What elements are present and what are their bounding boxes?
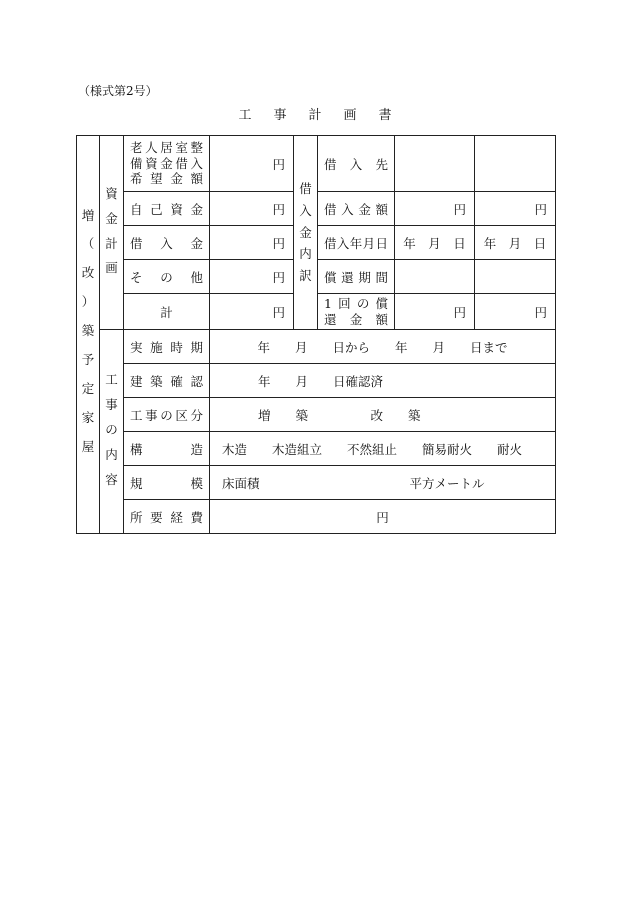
lender-label: 借入先 <box>318 136 395 192</box>
loan-amount-label: 借入金額 <box>318 192 395 226</box>
required-cost-label: 所要経費 <box>124 500 210 534</box>
repayment-period-label: 償還期間 <box>318 260 395 294</box>
scale-label: 規模 <box>124 466 210 500</box>
loan-date-value-1[interactable]: 年 月 日 <box>395 226 475 260</box>
lender-value-2[interactable] <box>475 136 556 192</box>
desired-loan-label: 老人居室整 備資金借入 希望金額 <box>124 136 210 192</box>
implementation-period-label: 実施時期 <box>124 330 210 364</box>
installment-amount-label: 1回の償 還金額 <box>318 294 395 330</box>
loan-date-value-2[interactable]: 年 月 日 <box>475 226 556 260</box>
implementation-period-value[interactable]: 年 月 日から 年 月 日まで <box>210 330 556 364</box>
loan-amount-value-2[interactable]: 円 <box>475 192 556 226</box>
own-funds-value[interactable]: 円 <box>210 192 294 226</box>
required-cost-value[interactable]: 円 <box>210 500 556 534</box>
lender-value-1[interactable] <box>395 136 475 192</box>
borrowed-funds-label: 借入金 <box>124 226 210 260</box>
structure-value[interactable]: 木造 木造組立 不然組止 簡易耐火 耐火 <box>210 432 556 466</box>
loan-amount-value-1[interactable]: 円 <box>395 192 475 226</box>
building-confirmation-value[interactable]: 年 月 日確認済 <box>210 364 556 398</box>
building-confirmation-label: 建築確認 <box>124 364 210 398</box>
borrowed-funds-value[interactable]: 円 <box>210 226 294 260</box>
work-category-label: 工事の区分 <box>124 398 210 432</box>
installment-amount-value-1[interactable]: 円 <box>395 294 475 330</box>
repayment-period-value-2[interactable] <box>475 260 556 294</box>
other-funds-value[interactable]: 円 <box>210 260 294 294</box>
own-funds-label: 自己資金 <box>124 192 210 226</box>
structure-label: 構造 <box>124 432 210 466</box>
loan-section-label: 借 入 金 内 訳 <box>294 136 318 330</box>
work-category-value[interactable]: 増 築 改 築 <box>210 398 556 432</box>
repayment-period-value-1[interactable] <box>395 260 475 294</box>
document-title: 工事計画書 <box>238 108 414 123</box>
scale-value[interactable]: 床面積 平方メートル <box>210 466 556 500</box>
installment-amount-value-2[interactable]: 円 <box>475 294 556 330</box>
desired-loan-value[interactable]: 円 <box>210 136 294 192</box>
total-value[interactable]: 円 <box>210 294 294 330</box>
construction-plan-table <box>76 135 556 534</box>
construction-section-label: 工 事 の 内 容 <box>100 330 124 534</box>
form-number-label: （様式第2号） <box>78 84 158 98</box>
other-funds-label: その他 <box>124 260 210 294</box>
main-vertical-label: 増 （ 改 ） 築 予 定 家 屋 <box>77 136 100 534</box>
loan-date-label: 借入年月日 <box>318 226 395 260</box>
finance-section-label: 資 金 計 画 <box>100 136 124 330</box>
total-label: 計 <box>124 294 210 330</box>
